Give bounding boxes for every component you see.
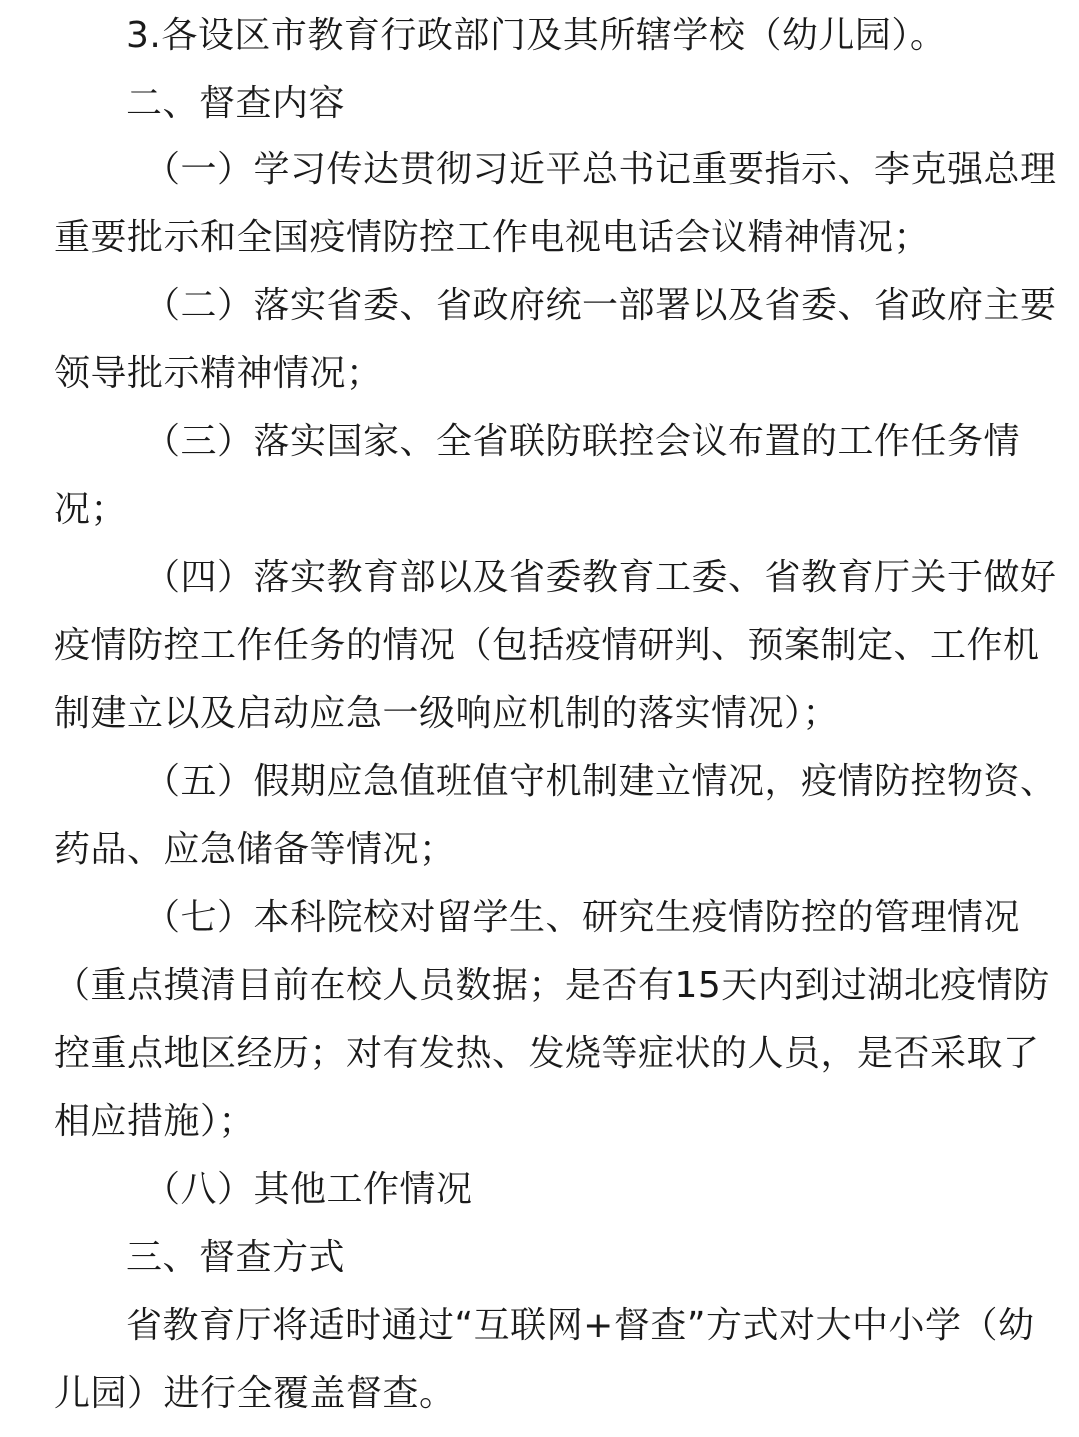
section-heading: 二、督查内容 [126, 83, 346, 124]
paragraph-line: 3.各设区市教育行政部门及其所辖学校（幼儿园）。 [126, 15, 947, 56]
paragraph-line: 领导批示精神情况； [54, 353, 383, 394]
paragraph-line: （七）本科院校对留学生、研究生疫情防控的管理情况 [144, 897, 1021, 938]
paragraph-line: 控重点地区经历；对有发热、发烧等症状的人员，是否采取了 [54, 1033, 1040, 1074]
paragraph-line: 儿园）进行全覆盖督查。 [54, 1373, 456, 1414]
section-heading: 三、督查方式 [126, 1237, 346, 1278]
paragraph-line: 省教育厅将适时通过“互联网+督查”方式对大中小学（幼 [126, 1305, 1035, 1346]
paragraph-line: 药品、应急储备等情况； [54, 829, 456, 870]
paragraph-line: 重要批示和全国疫情防控工作电视电话会议精神情况； [54, 217, 931, 258]
paragraph-line: 相应措施）； [54, 1101, 256, 1142]
paragraph-line: 制建立以及启动应急一级响应机制的落实情况）； [54, 693, 840, 734]
paragraph-line: （四）落实教育部以及省委教育工委、省教育厅关于做好 [144, 557, 1057, 598]
paragraph-line: （重点摸清目前在校人员数据；是否有15天内到过湖北疫情防 [54, 965, 1050, 1006]
paragraph-line: （五）假期应急值班值守机制建立情况，疫情防控物资、 [144, 761, 1057, 802]
paragraph-line: 疫情防控工作任务的情况（包括疫情研判、预案制定、工作机 [54, 625, 1040, 666]
paragraph-line: （一）学习传达贯彻习近平总书记重要指示、李克强总理 [144, 149, 1057, 190]
paragraph-line: 况； [54, 489, 128, 530]
paragraph-line: （八）其他工作情况 [144, 1169, 473, 1210]
paragraph-line: （三）落实国家、全省联防联控会议布置的工作任务情 [144, 421, 1021, 462]
paragraph-line: （二）落实省委、省政府统一部署以及省委、省政府主要 [144, 285, 1057, 326]
